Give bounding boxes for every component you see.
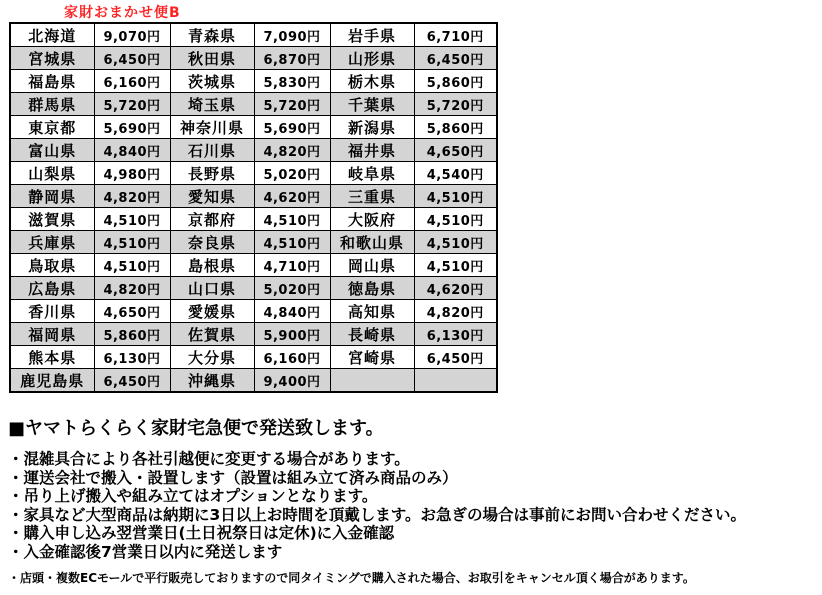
price-cell: 4,820円 [94,185,170,208]
price-cell: 5,720円 [254,93,330,116]
fee-table-title: 家財おまかせ便B [64,5,181,21]
prefecture-cell: 沖縄県 [170,369,254,393]
shipping-notes [8,414,818,586]
price-cell: 4,510円 [414,254,497,277]
price-cell: 4,510円 [414,208,497,231]
prefecture-cell: 埼玉県 [170,93,254,116]
prefecture-cell: 新潟県 [330,116,414,139]
prefecture-cell: 福井県 [330,139,414,162]
prefecture-cell: 石川県 [170,139,254,162]
note-line: ・運送会社で搬入・設置します（設置は組み立て済み商品のみ） [8,468,458,487]
table-row [10,231,497,254]
table-row [10,254,497,277]
price-cell: 6,130円 [414,323,497,346]
prefecture-cell: 茨城県 [170,70,254,93]
table-row [10,116,497,139]
price-cell: 4,840円 [254,300,330,323]
price-cell: 4,650円 [94,300,170,323]
price-cell: 7,090円 [254,23,330,47]
table-row [10,185,497,208]
price-cell: 6,710円 [414,23,497,47]
prefecture-cell: 神奈川県 [170,116,254,139]
prefecture-cell: 佐賀県 [170,323,254,346]
prefecture-cell: 長崎県 [330,323,414,346]
price-cell: 9,400円 [254,369,330,393]
prefecture-cell [330,369,414,393]
price-cell: 6,450円 [94,47,170,70]
price-cell: 6,870円 [254,47,330,70]
prefecture-cell: 広島県 [10,277,94,300]
table-row [10,323,497,346]
prefecture-cell: 愛知県 [170,185,254,208]
prefecture-cell: 山梨県 [10,162,94,185]
price-cell: 5,020円 [254,162,330,185]
price-cell: 5,860円 [94,323,170,346]
table-row [10,162,497,185]
price-cell: 4,820円 [414,300,497,323]
price-cell: 6,160円 [94,70,170,93]
prefecture-cell: 東京都 [10,116,94,139]
price-cell: 4,510円 [414,185,497,208]
prefecture-cell: 千葉県 [330,93,414,116]
prefecture-cell: 静岡県 [10,185,94,208]
table-row [10,47,497,70]
prefecture-cell: 宮城県 [10,47,94,70]
prefecture-cell: 徳島県 [330,277,414,300]
price-cell: 4,820円 [254,139,330,162]
table-row [10,346,497,369]
prefecture-cell: 福島県 [10,70,94,93]
prefecture-cell: 福岡県 [10,323,94,346]
table-row [10,139,497,162]
price-cell: 5,690円 [94,116,170,139]
price-cell: 5,690円 [254,116,330,139]
note-line: ・購入申し込み翌営業日(土日祝祭日は定休)に入金確認 [8,524,395,542]
prefecture-cell: 岩手県 [330,23,414,47]
prefecture-cell: 兵庫県 [10,231,94,254]
prefecture-cell: 栃木県 [330,70,414,93]
note-line: ・吊り上げ搬入や組み立てはオプションとなります。 [8,487,378,505]
price-cell: 5,860円 [414,70,497,93]
table-row [10,93,497,116]
prefecture-cell: 大分県 [170,346,254,369]
price-cell: 4,710円 [254,254,330,277]
prefecture-cell: 山形県 [330,47,414,70]
prefecture-cell: 熊本県 [10,346,94,369]
price-cell: 5,020円 [254,277,330,300]
price-cell: 9,070円 [94,23,170,47]
prefecture-cell: 宮崎県 [330,346,414,369]
prefecture-cell: 愛媛県 [170,300,254,323]
table-row [10,369,497,393]
price-cell: 5,830円 [254,70,330,93]
price-cell: 6,450円 [94,369,170,393]
price-cell: 4,840円 [94,139,170,162]
price-cell: 5,720円 [94,93,170,116]
price-cell: 4,510円 [414,231,497,254]
prefecture-cell: 鹿児島県 [10,369,94,393]
prefecture-cell: 大阪府 [330,208,414,231]
price-cell: 4,510円 [94,254,170,277]
prefecture-cell: 群馬県 [10,93,94,116]
price-cell: 4,510円 [94,231,170,254]
price-cell: 4,540円 [414,162,497,185]
price-cell: 4,510円 [94,208,170,231]
prefecture-cell: 香川県 [10,300,94,323]
note-line: ・混雑具合により各社引越便に変更する場合があります。 [8,450,410,468]
price-cell: 4,510円 [254,208,330,231]
table-row [10,70,497,93]
prefecture-cell: 岡山県 [330,254,414,277]
table-row [10,23,497,47]
prefecture-cell: 岐阜県 [330,162,414,185]
price-cell: 4,820円 [94,277,170,300]
price-cell: 6,160円 [254,346,330,369]
prefecture-cell: 島根県 [170,254,254,277]
prefecture-cell: 奈良県 [170,231,254,254]
price-cell: 4,510円 [254,231,330,254]
price-cell: 4,620円 [414,277,497,300]
price-cell: 6,130円 [94,346,170,369]
table-row [10,277,497,300]
prefecture-cell: 富山県 [10,139,94,162]
price-cell: 6,450円 [414,346,497,369]
note-line: ・入金確認後7営業日以内に発送します [8,542,283,561]
prefecture-cell: 高知県 [330,300,414,323]
price-cell: 4,650円 [414,139,497,162]
prefecture-cell: 秋田県 [170,47,254,70]
prefecture-cell: 山口県 [170,277,254,300]
prefecture-cell: 青森県 [170,23,254,47]
price-cell: 5,720円 [414,93,497,116]
price-cell: 5,900円 [254,323,330,346]
price-cell [414,369,497,393]
table-row [10,208,497,231]
price-cell: 4,620円 [254,185,330,208]
prefecture-cell: 和歌山県 [330,231,414,254]
price-cell: 4,980円 [94,162,170,185]
prefecture-cell: 京都府 [170,208,254,231]
table-row [10,300,497,323]
notes-footnote: ・店頭・複数ECモールで平行販売しておりますので同タイミングで購入された場合、お取引をキャンセル頂く場合があります。 [8,571,695,585]
prefecture-cell: 鳥取県 [10,254,94,277]
prefecture-cell: 三重県 [330,185,414,208]
prefecture-cell: 長野県 [170,162,254,185]
notes-heading: ■ヤマトらくらく家財宅急便で発送致します。 [8,418,384,439]
price-cell: 6,450円 [414,47,497,70]
prefecture-cell: 滋賀県 [10,208,94,231]
price-cell: 5,860円 [414,116,497,139]
note-line: ・家具など大型商品は納期に3日以上お時間を頂戴します。お急ぎの場合は事前にお問い合わせください。 [8,505,747,524]
prefecture-cell: 北海道 [10,23,94,47]
shipping-fee-table [9,22,498,393]
